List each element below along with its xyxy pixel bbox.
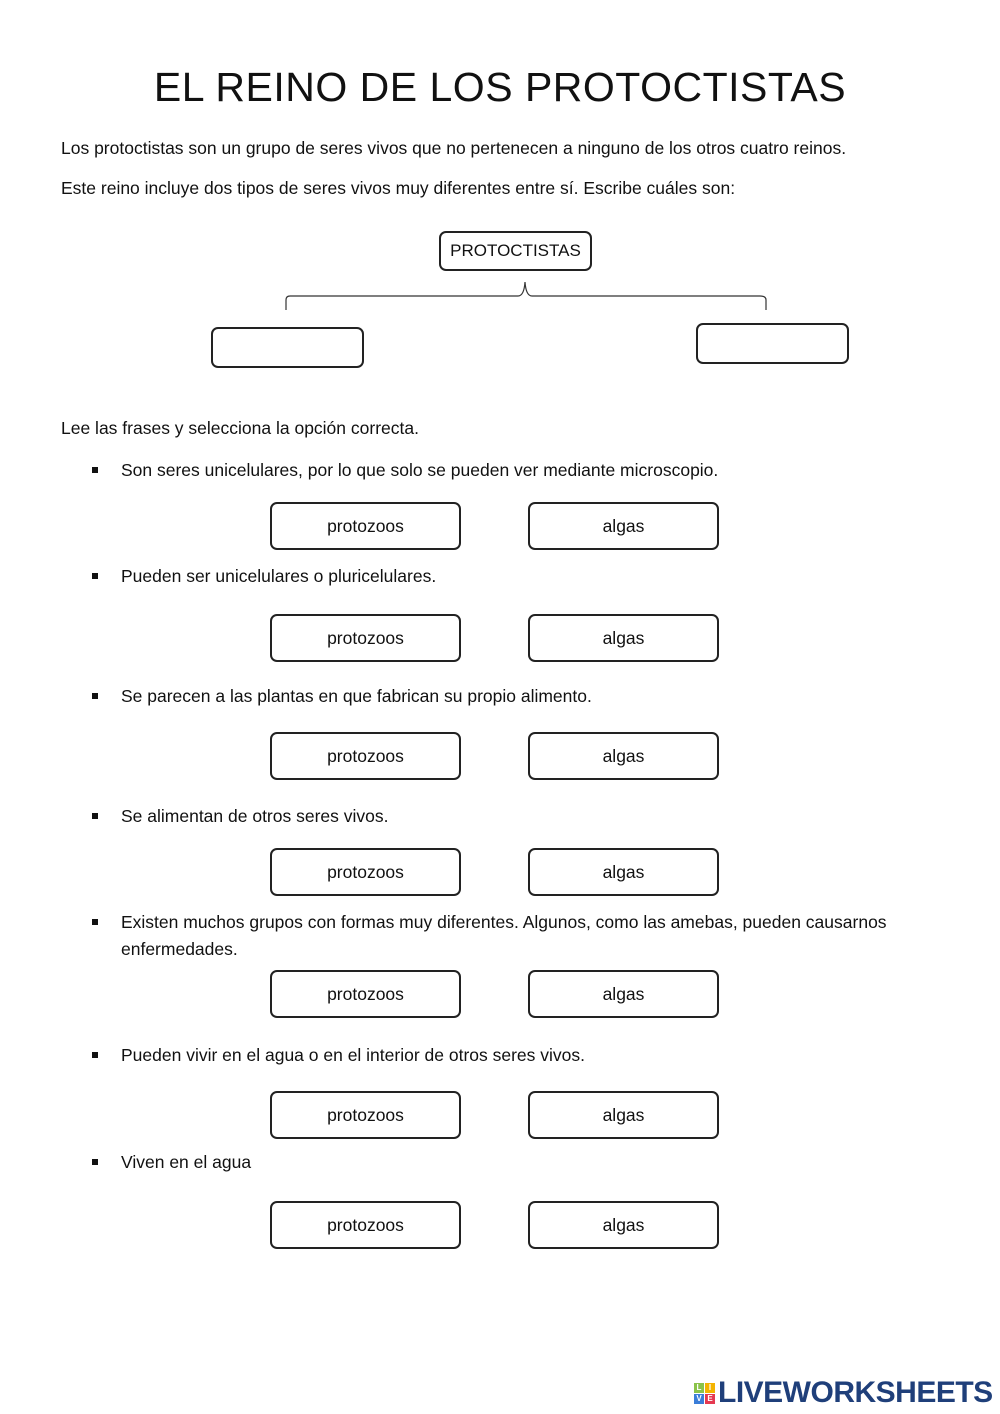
logo-letter: V bbox=[694, 1394, 704, 1404]
option-button-algas[interactable]: algas bbox=[528, 502, 719, 550]
option-button-algas[interactable]: algas bbox=[528, 614, 719, 662]
brace-connector bbox=[280, 278, 772, 314]
logo-letter: L bbox=[694, 1383, 704, 1393]
question-text: Viven en el agua bbox=[121, 1152, 252, 1172]
option-button-algas[interactable]: algas bbox=[528, 970, 719, 1018]
logo-squares-icon bbox=[694, 1383, 715, 1404]
bullet-icon bbox=[92, 693, 98, 699]
question-text: Se parecen a las plantas en que fabrican su propio alimento. bbox=[121, 686, 592, 706]
option-button-protozoos[interactable]: protozoos bbox=[270, 614, 461, 662]
liveworksheets-logo bbox=[694, 1376, 993, 1410]
intro-text-2: Este reino incluye dos tipos de seres vivos muy diferentes entre sí. Escribe cuáles son: bbox=[61, 178, 736, 198]
diagram-root-box bbox=[439, 231, 592, 271]
answer-input-left[interactable] bbox=[211, 327, 364, 368]
option-button-algas[interactable]: algas bbox=[528, 1201, 719, 1249]
instruction-text: Lee las frases y selecciona la opción correcta. bbox=[61, 418, 419, 438]
logo-letter: I bbox=[705, 1383, 715, 1393]
question-text: Pueden vivir en el agua o en el interior de otros seres vivos. bbox=[121, 1045, 586, 1065]
diagram-root-label: PROTOCTISTAS bbox=[450, 241, 581, 260]
bullet-icon bbox=[92, 813, 98, 819]
bullet-icon bbox=[92, 467, 98, 473]
question-text: Existen muchos grupos con formas muy diferentes. Algunos, como las amebas, pueden causarnos enfermedades. bbox=[121, 912, 887, 959]
option-button-protozoos[interactable]: protozoos bbox=[270, 1091, 461, 1139]
bullet-icon bbox=[92, 1159, 98, 1165]
question-text: Son seres unicelulares, por lo que solo se pueden ver mediante microscopio. bbox=[121, 460, 719, 480]
bullet-icon bbox=[92, 573, 98, 579]
option-button-protozoos[interactable]: protozoos bbox=[270, 502, 461, 550]
bullet-icon bbox=[92, 1052, 98, 1058]
logo-letter: E bbox=[705, 1394, 715, 1404]
bullet-icon bbox=[92, 919, 98, 925]
option-button-protozoos[interactable]: protozoos bbox=[270, 732, 461, 780]
option-button-protozoos[interactable]: protozoos bbox=[270, 970, 461, 1018]
question-text: Se alimentan de otros seres vivos. bbox=[121, 806, 389, 826]
question-text: Pueden ser unicelulares o pluricelulares. bbox=[121, 566, 437, 586]
option-button-algas[interactable]: algas bbox=[528, 732, 719, 780]
answer-input-right[interactable] bbox=[696, 323, 849, 364]
option-button-protozoos[interactable]: protozoos bbox=[270, 848, 461, 896]
intro-text-1: Los protoctistas son un grupo de seres vivos que no pertenecen a ninguno de los otros cuatro reinos. bbox=[61, 138, 847, 158]
option-button-algas[interactable]: algas bbox=[528, 1091, 719, 1139]
logo-text: LIVEWORKSHEETS bbox=[718, 1376, 993, 1409]
page-title: EL REINO DE LOS PROTOCTISTAS bbox=[153, 64, 847, 110]
option-button-protozoos[interactable]: protozoos bbox=[270, 1201, 461, 1249]
option-button-algas[interactable]: algas bbox=[528, 848, 719, 896]
